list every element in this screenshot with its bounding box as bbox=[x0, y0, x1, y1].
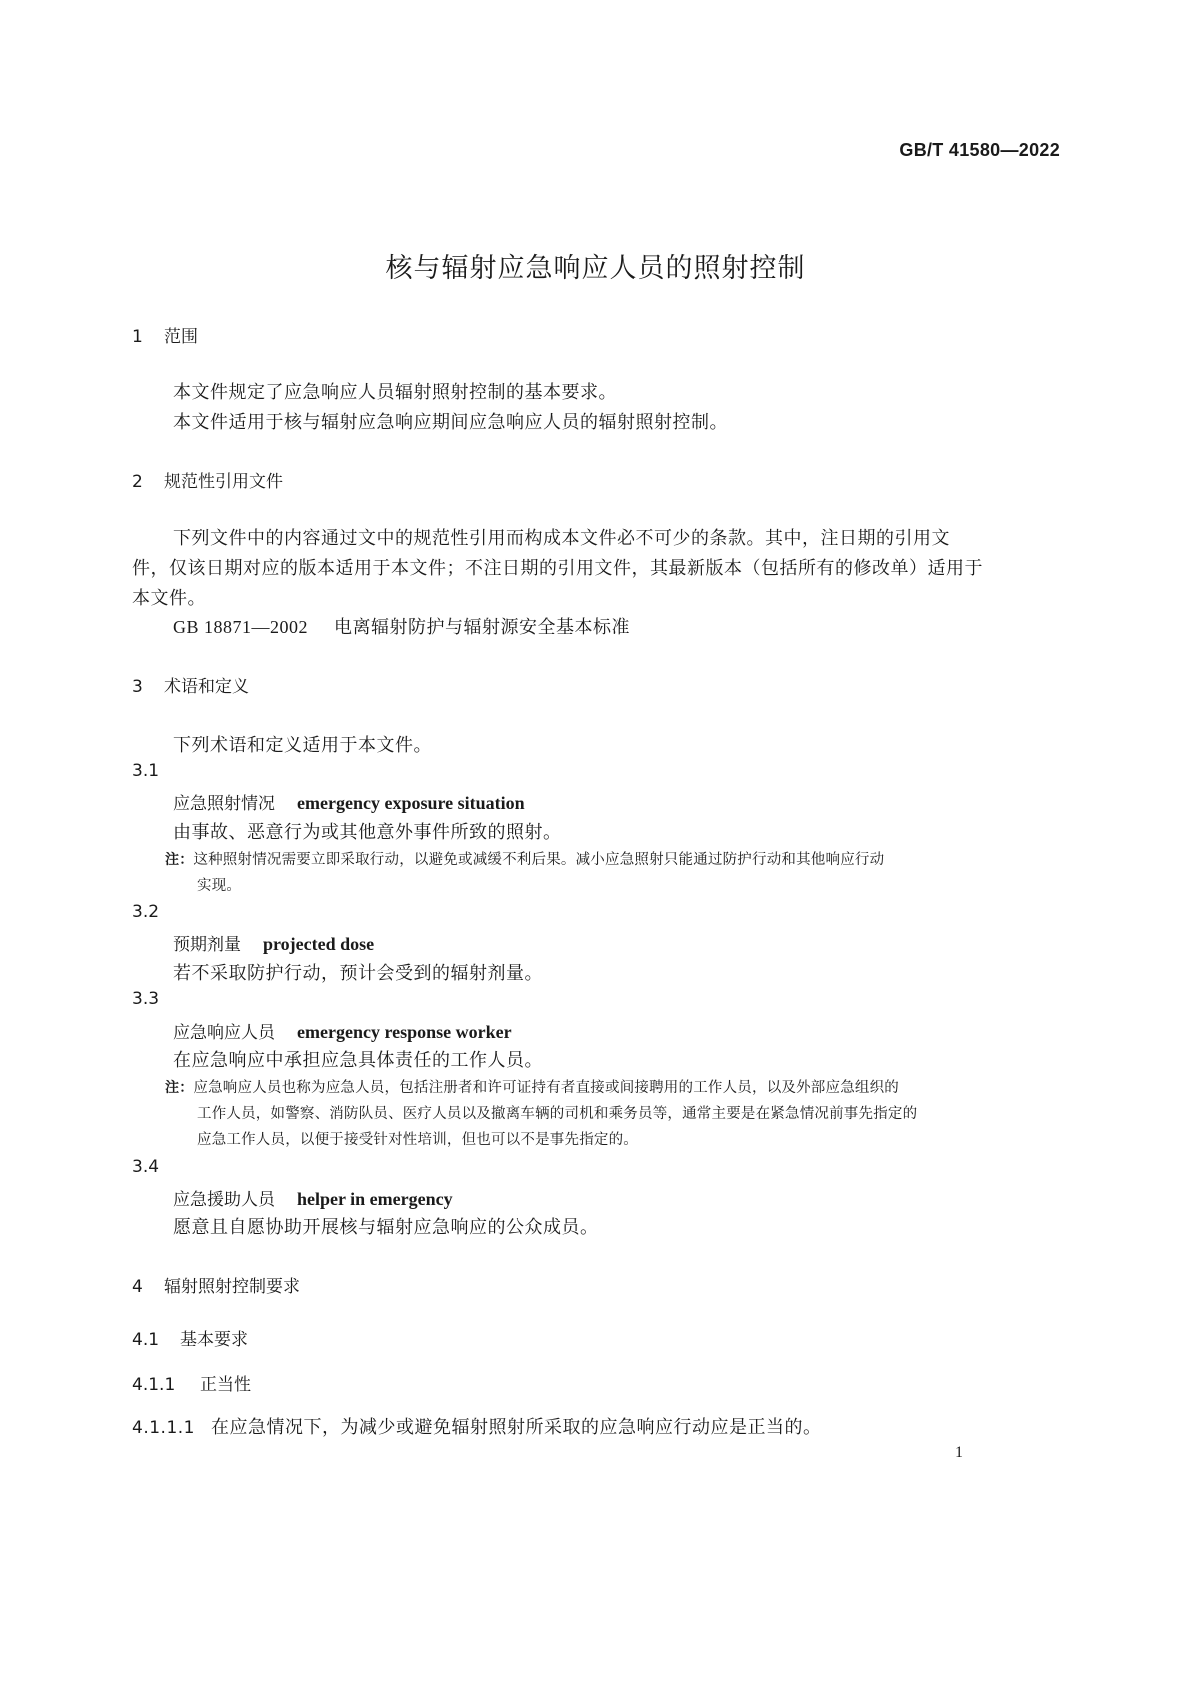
term-number: 3.4 bbox=[132, 1157, 160, 1177]
term-zh: 应急援助人员 bbox=[173, 1190, 275, 1210]
section-1-heading bbox=[132, 322, 198, 347]
term-en: emergency exposure situation bbox=[297, 793, 525, 813]
term-en: emergency response worker bbox=[297, 1022, 512, 1042]
term-definition: 愿意且自愿协助开展核与辐射应急响应的公众成员。 bbox=[173, 1217, 599, 1238]
term-number: 3.3 bbox=[132, 989, 160, 1009]
section-title: 术语和定义 bbox=[164, 677, 249, 697]
paragraph-line: 本文件。 bbox=[132, 588, 206, 609]
term-entry bbox=[173, 1185, 453, 1210]
term-definition: 若不采取防护行动，预计会受到的辐射剂量。 bbox=[173, 963, 543, 984]
term-en: projected dose bbox=[263, 934, 375, 954]
clause bbox=[132, 1413, 822, 1439]
term-zh: 应急响应人员 bbox=[173, 1023, 275, 1043]
note-line: 工作人员，如警察、消防队员、医疗人员以及撤离车辆的司机和乘务员等，通常主要是在紧急情况前事先指定的 bbox=[197, 1106, 918, 1122]
clause-number: 4.1.1.1 bbox=[132, 1418, 195, 1438]
subsection-title: 基本要求 bbox=[180, 1330, 248, 1350]
term-number: 3.1 bbox=[132, 761, 160, 781]
paragraph-line: 下列文件中的内容通过文中的规范性引用而构成本文件必不可少的条款。其中，注日期的引用文 bbox=[173, 528, 950, 549]
document-title: 核与辐射应急响应人员的照射控制 bbox=[385, 253, 806, 284]
term-zh: 预期剂量 bbox=[173, 935, 241, 955]
term-number: 3.2 bbox=[132, 902, 160, 922]
note-text: 应急响应人员也称为应急人员，包括注册者和许可证持有者直接或间接聘用的工作人员，以及外部应急组织的 bbox=[193, 1080, 900, 1096]
paragraph-line: 件，仅该日期对应的版本适用于本文件；不注日期的引用文件，其最新版本（包括所有的修改单）适用于 bbox=[132, 558, 983, 579]
section-title: 辐射照射控制要求 bbox=[164, 1277, 300, 1297]
section-3-heading bbox=[132, 672, 249, 697]
note-line: 应急工作人员，以便于接受针对性培训，但也可以不是事先指定的。 bbox=[197, 1132, 638, 1148]
term-entry bbox=[173, 789, 525, 814]
section-number: 1 bbox=[132, 327, 143, 347]
term-zh: 应急照射情况 bbox=[173, 794, 275, 814]
subsubsection-heading bbox=[132, 1370, 251, 1395]
normative-reference bbox=[173, 613, 630, 639]
paragraph: 本文件规定了应急响应人员辐射照射控制的基本要求。 bbox=[173, 382, 617, 403]
paragraph: 本文件适用于核与辐射应急响应期间应急响应人员的辐射照射控制。 bbox=[173, 412, 728, 433]
subsubsection-number: 4.1.1 bbox=[132, 1375, 176, 1395]
term-en: helper in emergency bbox=[297, 1189, 453, 1209]
section-number: 3 bbox=[132, 677, 143, 697]
note-label: 注： bbox=[165, 1080, 194, 1096]
section-title: 规范性引用文件 bbox=[164, 472, 283, 492]
subsubsection-title: 正当性 bbox=[200, 1375, 251, 1395]
reference-code: GB 18871—2002 bbox=[173, 617, 309, 637]
section-2-heading bbox=[132, 467, 283, 492]
note-line bbox=[165, 848, 884, 869]
note-line bbox=[165, 1076, 899, 1097]
page-number: 1 bbox=[955, 1444, 963, 1461]
term-entry bbox=[173, 1018, 512, 1043]
section-title: 范围 bbox=[164, 327, 198, 347]
term-definition: 在应急响应中承担应急具体责任的工作人员。 bbox=[173, 1050, 543, 1071]
section-4-heading bbox=[132, 1272, 300, 1297]
note-line: 实现。 bbox=[197, 878, 242, 894]
section-number: 2 bbox=[132, 472, 143, 492]
term-entry bbox=[173, 930, 374, 955]
paragraph: 下列术语和定义适用于本文件。 bbox=[173, 735, 432, 756]
section-number: 4 bbox=[132, 1277, 143, 1297]
term-definition: 由事故、恶意行为或其他意外事件所致的照射。 bbox=[173, 822, 562, 843]
note-label: 注： bbox=[165, 852, 194, 868]
clause-text: 在应急情况下，为减少或避免辐射照射所采取的应急响应行动应是正当的。 bbox=[211, 1417, 822, 1438]
reference-title: 电离辐射防护与辐射源安全基本标准 bbox=[334, 617, 631, 638]
subsection-number: 4.1 bbox=[132, 1330, 160, 1350]
note-text: 这种照射情况需要立即采取行动，以避免或减缓不利后果。减小应急照射只能通过防护行动和其他响应行动 bbox=[193, 852, 885, 868]
subsection-heading bbox=[132, 1325, 248, 1350]
standard-code: GB/T 41580—2022 bbox=[899, 140, 1060, 160]
